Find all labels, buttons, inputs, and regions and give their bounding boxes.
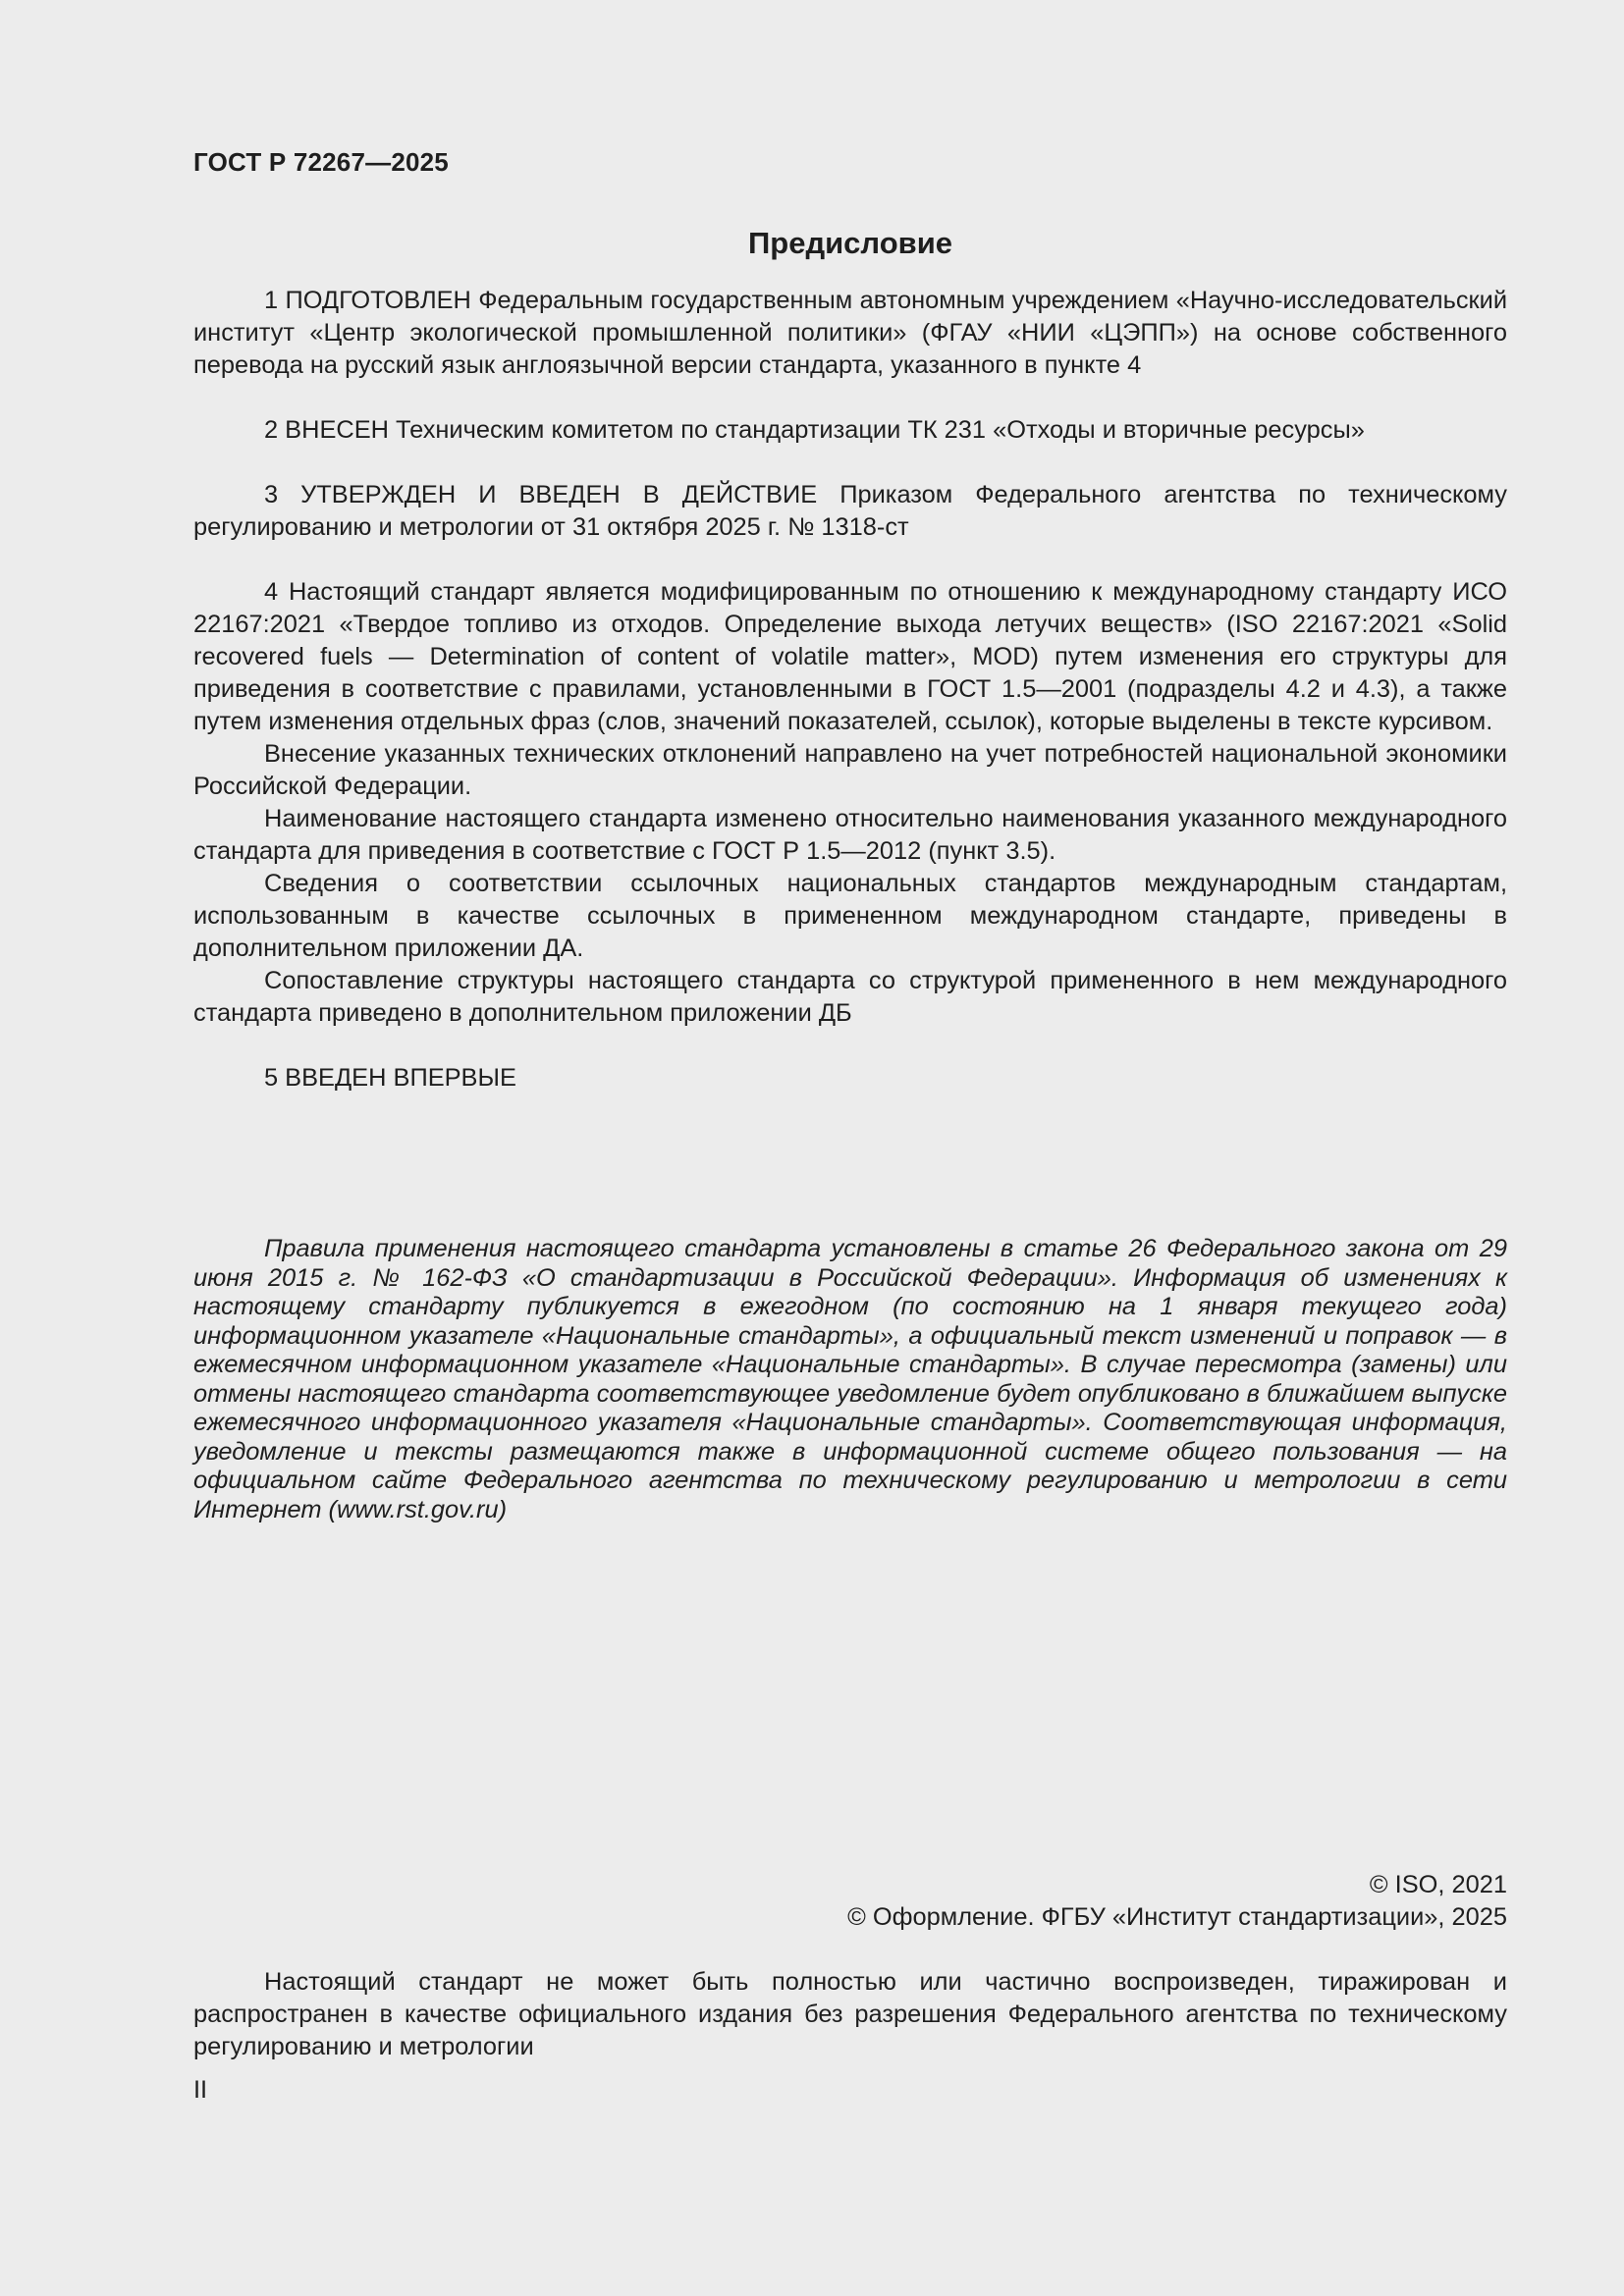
item-references-note: Сведения о соответствии ссылочных национальных стандартов международным стандартам, использованным в качестве ссылочных в примененном международном стандарте, приведены в дополнительном приложении ДА.	[193, 870, 1507, 962]
page-number: II	[193, 2076, 208, 2104]
item-deviations-note: Внесение указанных технических отклонений направлено на учет потребностей национальной экономики Российской Федерации.	[193, 740, 1507, 800]
copyright-design: © Оформление. ФГБУ «Институт стандартизации», 2025	[847, 1903, 1507, 1931]
copyright-iso: © ISO, 2021	[1369, 1871, 1507, 1898]
section-title: Предисловие	[747, 226, 952, 260]
document-page	[193, 0, 1507, 2296]
item-submitted: 2 ВНЕСЕН Техническим комитетом по стандартизации ТК 231 «Отходы и вторичные ресурсы»	[264, 416, 1365, 444]
item-title-change-note: Наименование настоящего стандарта изменено относительно наименования указанного международного стандарта для приведения в соответствие с ГОСТ Р 1.5—2012 (пункт 3.5).	[193, 805, 1507, 865]
foreword-body	[193, 285, 1507, 1095]
item-approved: 3 УТВЕРЖДЕН И ВВЕДЕН В ДЕЙСТВИЕ Приказом Федерального агентства по техническому регулированию и метрологии от 31 октября 2025 г. № 1318-ст	[193, 481, 1507, 541]
copyright-block	[847, 1869, 1507, 1934]
item-structure-note: Сопоставление структуры настоящего стандарта со структурой примененного в нем международного стандарта приведено в дополнительном приложении ДБ	[193, 967, 1507, 1027]
document-code-header: ГОСТ Р 72267—2025	[193, 147, 449, 177]
application-rules-notice	[193, 1235, 1507, 1524]
item-modification: 4 Настоящий стандарт является модифицированным по отношению к международному стандарту ИСО 22167:2021 «Твердое топливо из отходов. Определение выхода летучих веществ» (ISO 22167:2021 «Solid recovered fuels — Determination of content of volatile matter», MOD) путем изменения его структуры для приведения в соответствие с правилами, установленными в ГОСТ 1.5—2001 (подразделы 4.2 и 4.3), а также путем изменения отдельных фраз (слов, значений показателей, ссылок), которые выделены в тексте курсивом.	[193, 578, 1507, 735]
item-prepared: 1 ПОДГОТОВЛЕН Федеральным государственным автономным учреждением «Научно-исследовательский институт «Центр экологической промышленной политики» (ФГАУ «НИИ «ЦЭПП») на основе собственного перевода на русский язык англоязычной версии стандарта, указанного в пункте 4	[193, 287, 1507, 379]
notice-text: Правила применения настоящего стандарта установлены в статье 26 Федерального закона от 29 июня 2015 г. № 162-ФЗ «О стандартизации в Российской Федерации». Информация об изменениях к настоящему стандарту публикуется в ежегодном (по состоянию на 1 января текущего года) информационном указателе «Национальные стандарты», а официальный текст изменений и поправок — в ежемесячном информационном указателе «Национальные стандарты». В случае пересмотра (замены) или отмены настоящего стандарта соответствующее уведомление будет опубликовано в ближайшем выпуске ежемесячного информационного указателя «Национальные стандарты». Соответствующая информация, уведомление и тексты размещаются также в информационной системе общего пользования — на официальном сайте Федерального агентства по техническому регулированию и метрологии в сети Интернет (www.rst.gov.ru)	[193, 1235, 1507, 1523]
reprint-text: Настоящий стандарт не может быть полностью или частично воспроизведен, тиражирован и распространен в качестве официального издания без разрешения Федерального агентства по техническому регулированию и метрологии	[193, 1968, 1507, 2060]
reprint-restriction	[193, 1966, 1507, 2063]
item-first-introduced: 5 ВВЕДЕН ВПЕРВЫЕ	[264, 1064, 516, 1092]
